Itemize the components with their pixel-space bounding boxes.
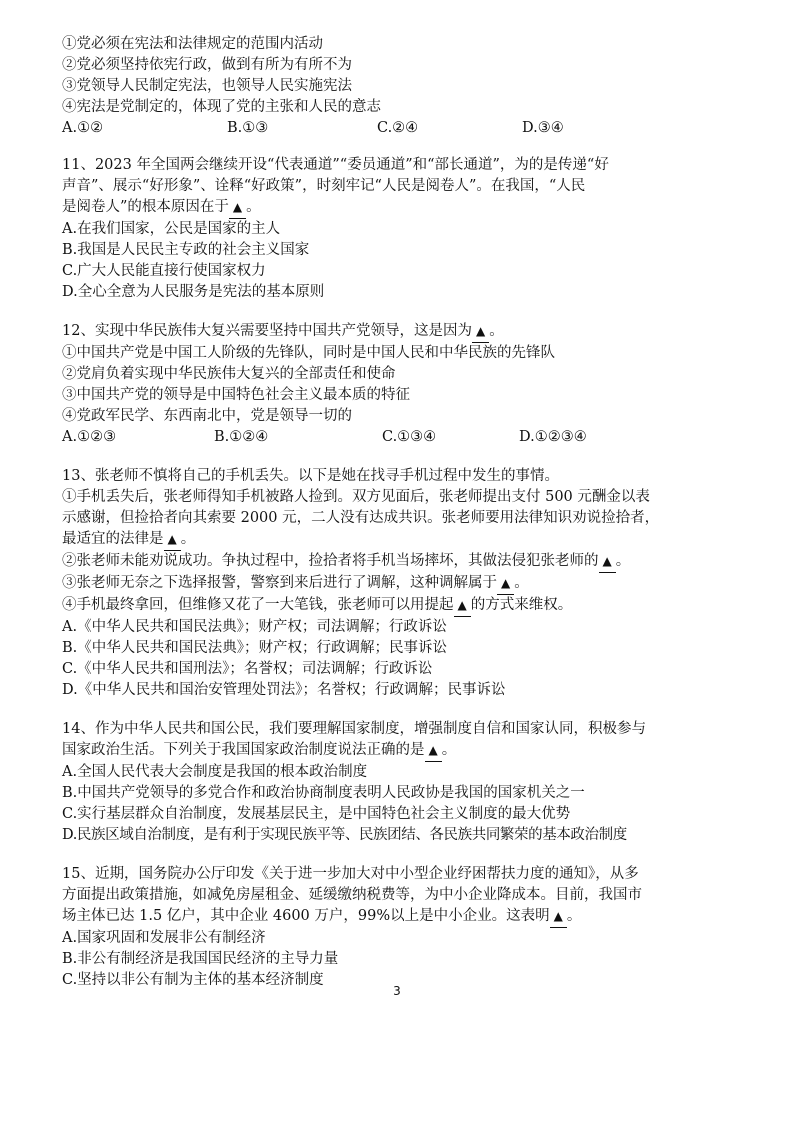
stem-line xyxy=(62,321,732,343)
stem-text: 是阅卷人”的根本原因在于 xyxy=(62,199,229,215)
question-12 xyxy=(62,321,732,448)
page-number: 3 xyxy=(393,984,401,998)
answer-blank: ▲ xyxy=(164,529,181,551)
question-15 xyxy=(62,864,732,991)
choice-d: D.③④ xyxy=(522,120,564,136)
stem-tail: 。 xyxy=(514,575,529,591)
scenario-3 xyxy=(62,573,732,595)
stem-line: 11、2023 年全国两会继续开设“代表通道”“委员通道”和“部长通道”，为的是传递“好 xyxy=(62,157,609,173)
choice-d: D.①②③④ xyxy=(519,429,587,445)
choice-b: B.我国是人民民主专政的社会主义国家 xyxy=(62,242,310,258)
choice-c: C.广大人民能直接行使国家权力 xyxy=(62,263,266,279)
choice-b: B.非公有制经济是我国国民经济的主导力量 xyxy=(62,951,339,967)
stem-tail: 。 xyxy=(246,199,261,215)
answer-blank: ▲ xyxy=(472,321,489,343)
scenario-1-line: ①手机丢失后，张老师得知手机被路人捡到。双方见面后，张老师提出支付 500 元酬金以表 xyxy=(62,489,650,505)
exam-page-content xyxy=(62,34,732,991)
stem-text: ③张老师无奈之下选择报警，警察到来后进行了调解，这种调解属于 xyxy=(62,575,497,591)
choice-a: A.全国人民代表大会制度是我国的根本政治制度 xyxy=(62,764,368,780)
choice-a: A.①② xyxy=(62,120,104,136)
choice-a: A.国家巩固和发展非公有制经济 xyxy=(62,930,266,946)
option-1: ①党必须在宪法和法律规定的范围内活动 xyxy=(62,36,323,52)
choice-c: C.②④ xyxy=(377,120,419,136)
stem-line: 方面提出政策措施，如减免房屋租金、延缓缴纳税费等，为中小企业降成本。目前，我国市 xyxy=(62,887,642,903)
stem-text: 场主体已达 1.5 亿户，其中企业 4600 万户，99%以上是中小企业。这表明 xyxy=(62,908,550,924)
choice-d: D.全心全意为人民服务是宪法的基本原则 xyxy=(62,284,325,300)
option-2: ②党肩负着实现中华民族伟大复兴的全部责任和使命 xyxy=(62,366,396,382)
choice-c: C.坚持以非公有制为主体的基本经济制度 xyxy=(62,972,324,988)
scenario-4 xyxy=(62,595,732,617)
choice-c: C.实行基层群众自治制度，发展基层民主，是中国特色社会主义制度的最大优势 xyxy=(62,806,571,822)
stem-text: ②张老师未能劝说成功。争执过程中，捡拾者将手机当场摔坏，其做法侵犯张老师的 xyxy=(62,553,599,569)
stem-line: 声音”、展示“好形象”、诠释“好政策”，时刻牢记“人民是阅卷人”。在我国，“人民 xyxy=(62,178,586,194)
stem-tail: 。 xyxy=(566,908,582,924)
scenario-1-line: 示感谢，但捡拾者向其索要 2000 元，二人没有达成共识。张老师要用法律知识劝说捡拾者， xyxy=(62,510,660,526)
stem-line: 14、作为中华人民共和国公民，我们要理解国家制度，增强制度自信和国家认同，积极参与 xyxy=(62,721,646,737)
stem-tail: 。 xyxy=(180,531,196,547)
choice-b: B.中国共产党领导的多党合作和政治协商制度表明人民政协是我国的国家机关之一 xyxy=(62,785,585,801)
stem-text: 12、实现中华民族伟大复兴需要坚持中国共产党领导，这是因为 xyxy=(62,323,472,339)
choice-d: D.《中华人民共和国治安管理处罚法》；名誉权；行政调解；民事诉讼 xyxy=(62,682,506,698)
answer-choices xyxy=(62,118,732,139)
choice-c: C.①③④ xyxy=(382,429,437,445)
choice-b: B.①③ xyxy=(227,120,269,136)
option-1: ①中国共产党是中国工人阶级的先锋队，同时是中国人民和中华民族的先锋队 xyxy=(62,345,555,361)
question-10 xyxy=(62,34,732,139)
scenario-2 xyxy=(62,551,732,573)
scenario-1-line xyxy=(62,529,732,551)
choice-d: D.民族区域自治制度，是有利于实现民族平等、民族团结、各民族共同繁荣的基本政治制度 xyxy=(62,827,627,843)
choice-b: B.①②④ xyxy=(214,429,269,445)
answer-choices xyxy=(62,427,732,448)
stem-line xyxy=(62,740,732,762)
answer-blank: ▲ xyxy=(229,197,246,219)
choice-b: B.《中华人民共和国民法典》；财产权；行政调解；民事诉讼 xyxy=(62,640,448,656)
option-3: ③党领导人民制定宪法，也领导人民实施宪法 xyxy=(62,78,352,94)
stem-text: 最适宜的法律是 xyxy=(62,531,164,547)
stem-line xyxy=(62,197,732,219)
stem-line: 13、张老师不慎将自己的手机丢失。以下是她在找寻手机过程中发生的事情。 xyxy=(62,468,559,484)
question-14 xyxy=(62,719,732,846)
question-13 xyxy=(62,466,732,701)
stem-tail: 。 xyxy=(441,742,457,758)
answer-blank: ▲ xyxy=(497,573,514,595)
choice-a: A.在我们国家，公民是国家的主人 xyxy=(62,221,281,237)
choice-a: A.《中华人民共和国民法典》；财产权；司法调解；行政诉讼 xyxy=(62,619,447,635)
stem-text: ④手机最终拿回，但维修又花了一大笔钱，张老师可以用提起 xyxy=(62,597,454,613)
answer-blank: ▲ xyxy=(599,551,616,573)
stem-line: 15、近期，国务院办公厅印发《关于进一步加大对中小型企业纾困帮扶力度的通知》，从多 xyxy=(62,866,639,882)
stem-tail: 。 xyxy=(615,553,631,569)
option-2: ②党必须坚持依宪行政，做到有所为有所不为 xyxy=(62,57,352,73)
option-4: ④党政军民学、东西南北中，党是领导一切的 xyxy=(62,408,352,424)
question-11 xyxy=(62,155,732,303)
stem-text: 国家政治生活。下列关于我国国家政治制度说法正确的是 xyxy=(62,742,425,758)
option-3: ③中国共产党的领导是中国特色社会主义最本质的特征 xyxy=(62,387,410,403)
stem-tail: 。 xyxy=(489,323,504,339)
stem-text: 的方式来维权。 xyxy=(470,597,573,613)
choice-a: A.①②③ xyxy=(62,429,117,445)
option-4: ④宪法是党制定的，体现了党的主张和人民的意志 xyxy=(62,99,381,115)
choice-c: C.《中华人民共和国刑法》；名誉权；司法调解；行政诉讼 xyxy=(62,661,433,677)
answer-blank: ▲ xyxy=(550,906,567,928)
stem-line xyxy=(62,906,732,928)
answer-blank: ▲ xyxy=(425,740,442,762)
answer-blank: ▲ xyxy=(454,595,471,617)
